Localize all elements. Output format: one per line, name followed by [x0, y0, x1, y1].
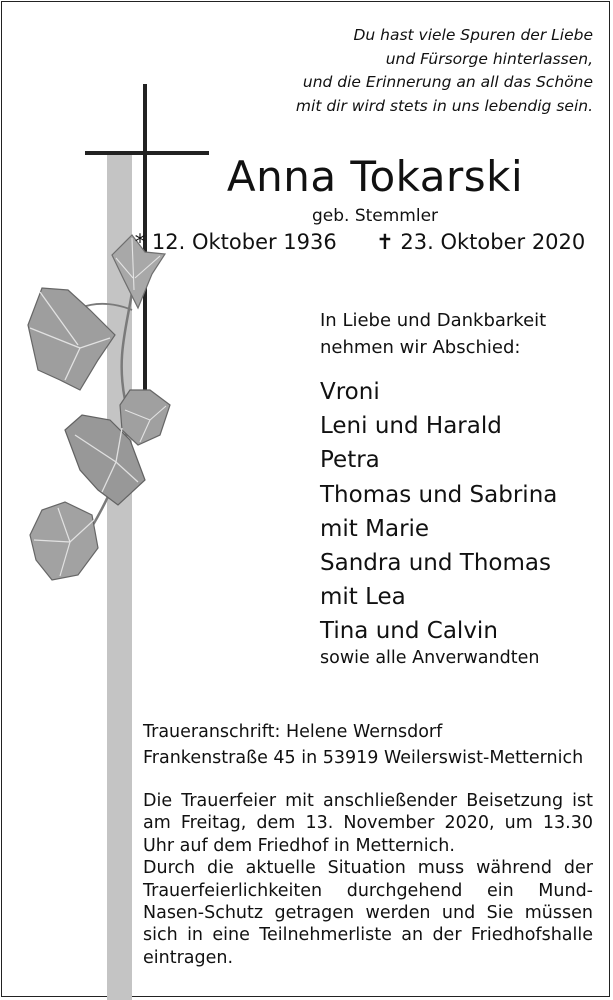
farewell-line: In Liebe und Dankbarkeit: [320, 310, 547, 331]
farewell-line: nehmen wir Abschied:: [320, 337, 521, 358]
info-line: Uhr auf dem Friedhof in Metternich.: [143, 835, 455, 856]
memorial-quote: [263, 24, 593, 118]
quote-line: Du hast viele Spuren der Liebe: [353, 26, 593, 44]
address-line: Traueranschrift: Helene Wernsdorf: [143, 722, 443, 742]
birth-name: geb. Stemmler: [311, 206, 439, 226]
mourner-entry: Leni und Harald: [320, 413, 502, 440]
info-line: Trauerfeierlichkeiten durchgehend ein Mund-: [143, 880, 593, 901]
quote-line: und Fürsorge hinterlassen,: [385, 49, 593, 68]
ceremony-info: [143, 790, 593, 969]
mourner-entry: mit Marie: [320, 515, 430, 542]
mourner-entry: Vroni: [320, 379, 380, 405]
mourners-list: [320, 375, 557, 649]
farewell-text: [320, 307, 546, 361]
mourner-entry: Petra: [320, 447, 380, 474]
ivy-leaves-illustration: [20, 230, 180, 600]
death-date: 23. Oktober 2020: [400, 230, 586, 254]
mourning-address: [143, 719, 583, 771]
info-line: am Freitag, dem 13. November 2020, um 13.30: [143, 813, 593, 834]
deceased-name: Anna Tokarski: [226, 152, 524, 201]
mourner-entry: Thomas und Sabrina: [320, 481, 558, 508]
address-line: Frankenstraße 45 in 53919 Weilerswist-Metternich: [143, 748, 584, 768]
info-line: Die Trauerfeier mit anschließender Beisetzung ist: [143, 791, 593, 811]
life-dates: [120, 230, 600, 254]
death-cross-icon: ✝: [376, 230, 394, 254]
info-line: Durch die aktuelle Situation muss während der: [143, 858, 593, 879]
quote-line: mit dir wird stets in uns lebendig sein.: [295, 96, 593, 115]
birth-star-icon: *: [134, 230, 146, 254]
quote-line: und die Erinnerung an all das Schöne: [302, 73, 593, 91]
mourner-entry: mit Lea: [320, 584, 406, 611]
relatives-note: sowie alle Anverwandten: [320, 648, 540, 668]
info-line: eintragen.: [143, 947, 234, 968]
info-line: Nasen-Schutz getragen werden und Sie müssen: [143, 903, 593, 924]
birth-date: 12. Oktober 1936: [151, 230, 337, 254]
mourner-entry: Sandra und Thomas: [320, 550, 551, 577]
info-line: sich in eine Teilnehmerliste an der Friedhofshalle: [143, 925, 593, 946]
mourner-entry: Tina und Calvin: [320, 618, 498, 645]
